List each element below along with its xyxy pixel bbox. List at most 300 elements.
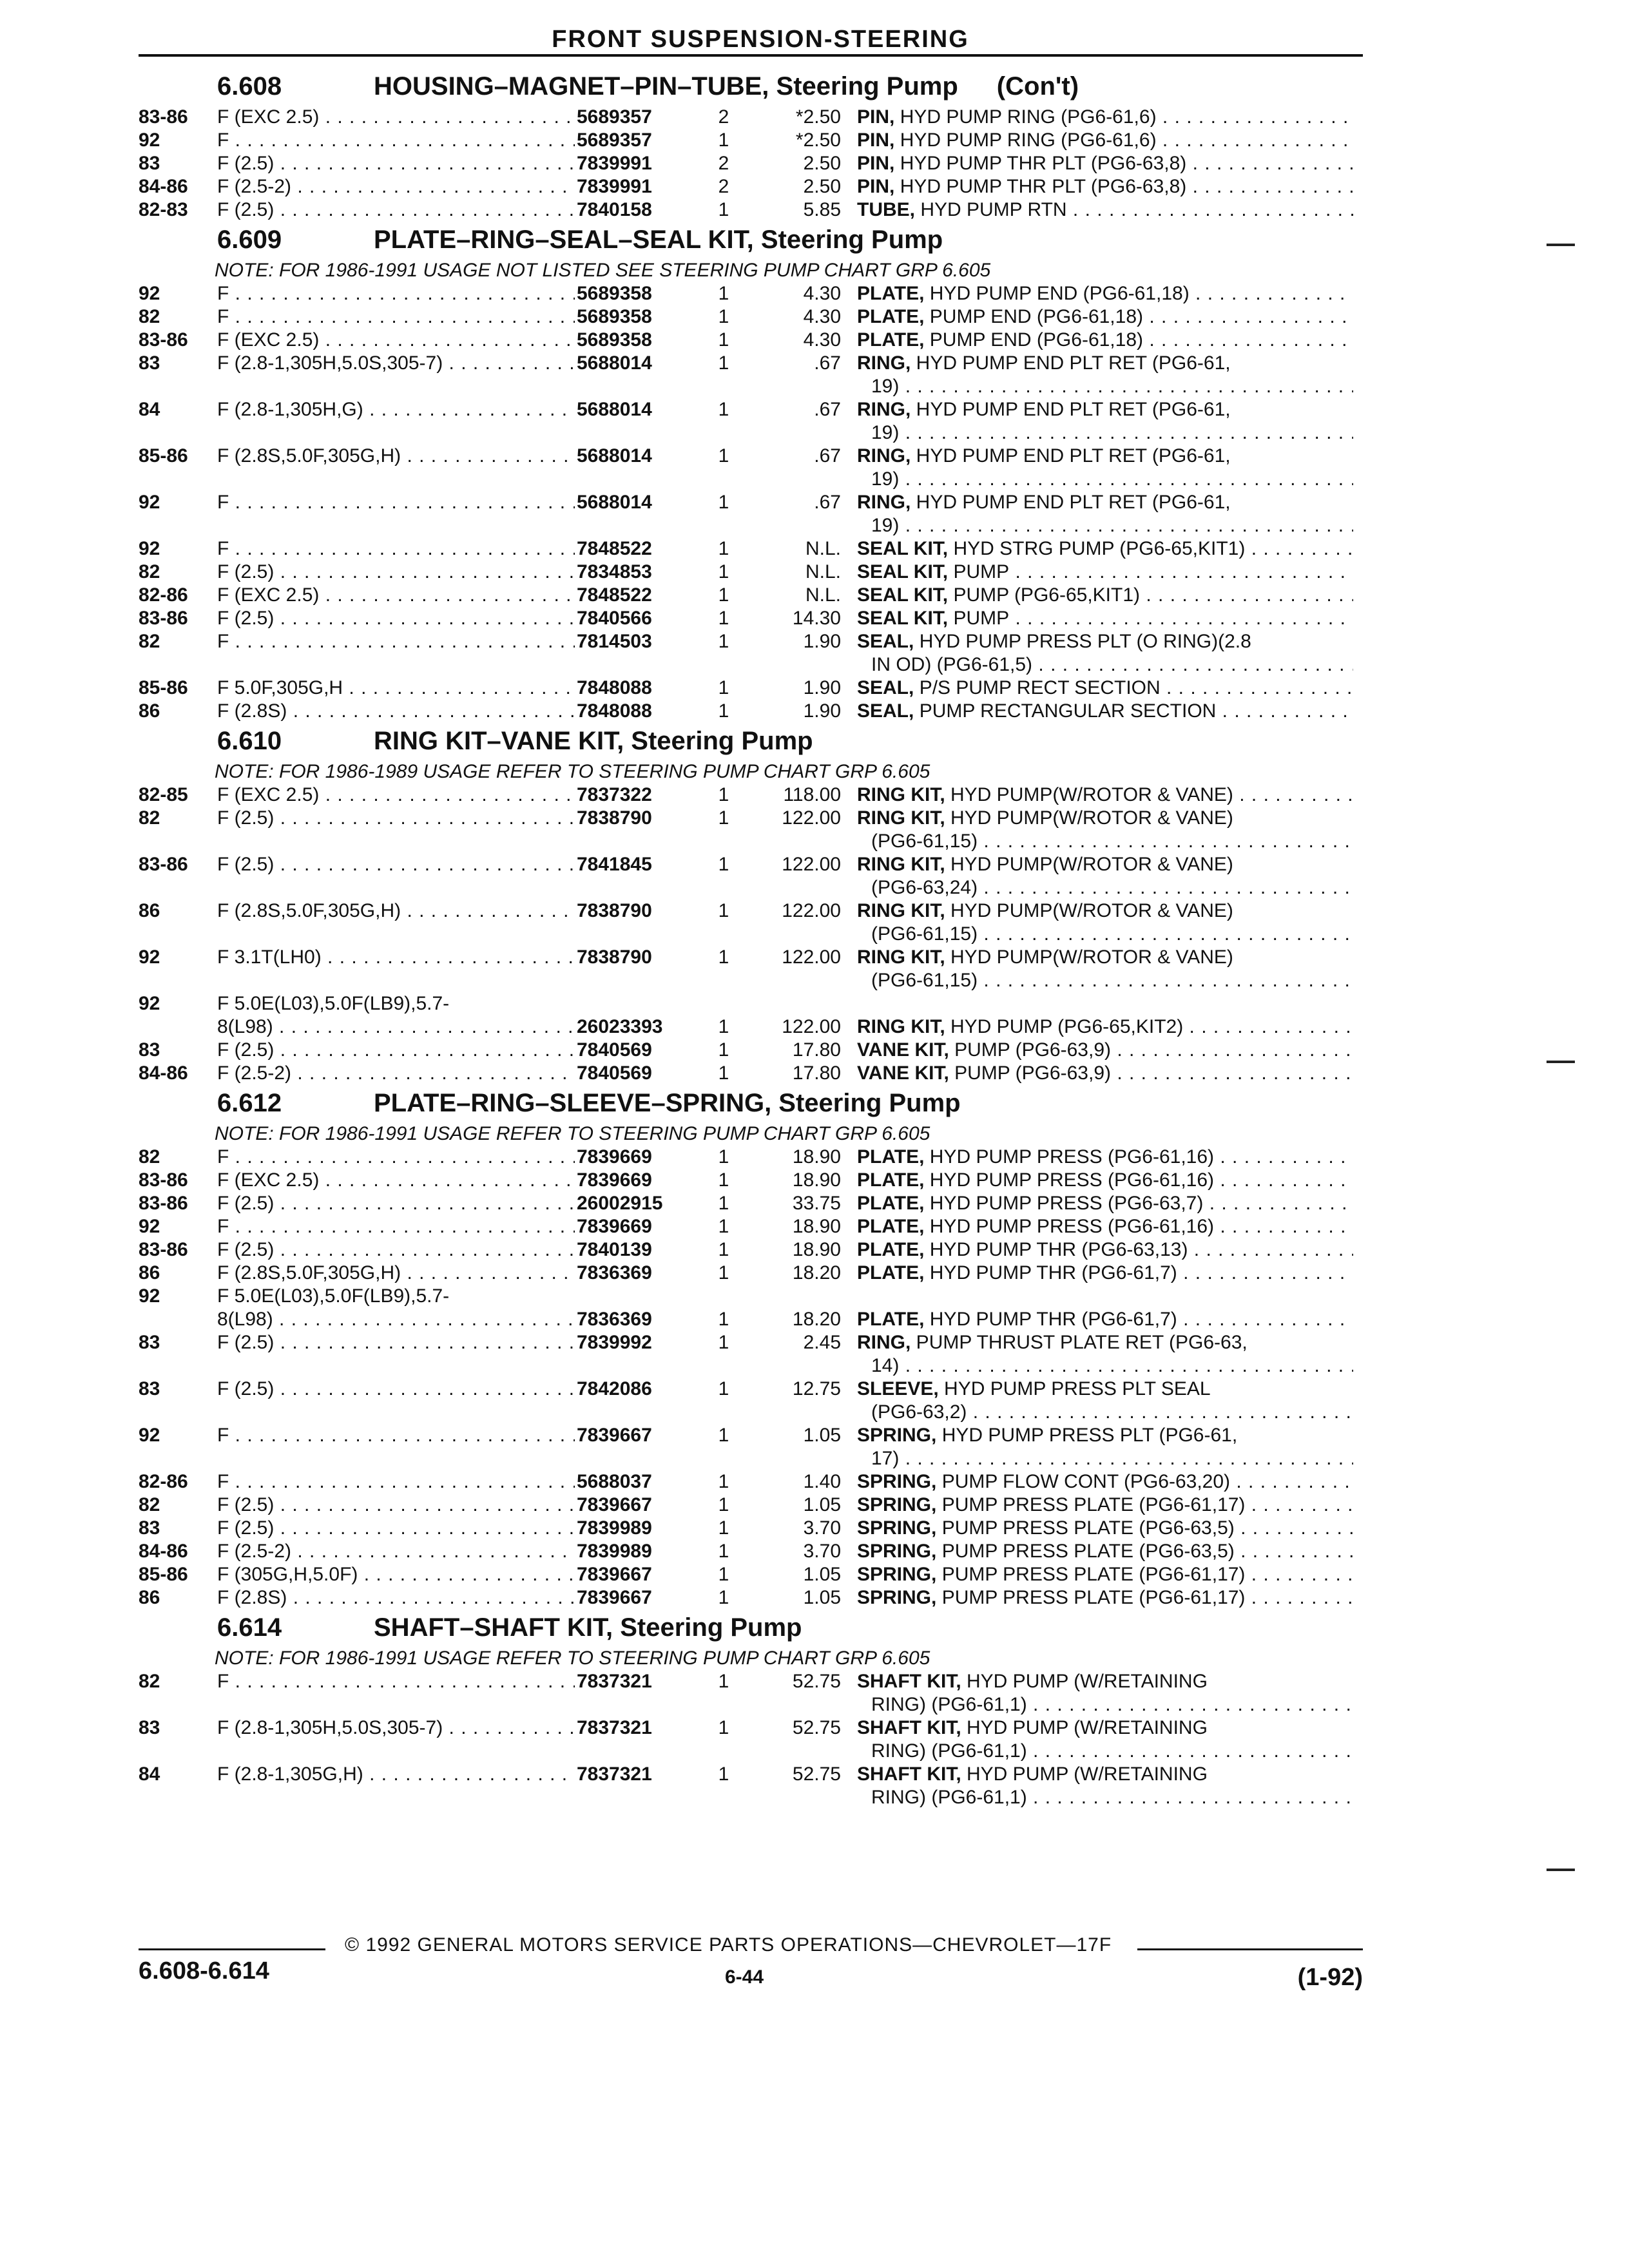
table-row <box>139 1015 1363 1039</box>
application-text: F (2.8S,5.0F,305G,H) <box>217 445 401 466</box>
description-line <box>857 561 1353 584</box>
table-row <box>139 491 1363 537</box>
description-keyword: PIN, <box>857 176 895 197</box>
price: 52.75 <box>792 1763 841 1785</box>
application-text: F (2.8-1,305H,5.0S,305-7) <box>217 352 443 374</box>
price: 122.00 <box>782 947 841 968</box>
description-keyword: SLEEVE, <box>857 1378 939 1399</box>
description-keyword: RING, <box>857 492 911 513</box>
description-continuation-text: (PG6-63,2) <box>871 1401 967 1423</box>
description-text: HYD PUMP (W/RETAINING <box>961 1717 1208 1738</box>
table-row <box>139 607 1363 630</box>
model-year: 82 <box>139 1671 160 1692</box>
model-year: 83 <box>139 1039 160 1061</box>
quantity: 1 <box>718 1309 729 1330</box>
description-continuation <box>857 1354 1353 1378</box>
description-keyword: SEAL KIT, <box>857 561 949 582</box>
table-row <box>139 175 1363 198</box>
section-heading-text: HOUSING–MAGNET–PIN–TUBE, Steering Pump <box>374 72 958 101</box>
application <box>217 1670 575 1693</box>
description <box>857 1586 1353 1610</box>
description-line <box>857 853 1353 876</box>
description <box>857 537 1353 561</box>
header-rule <box>139 54 1363 57</box>
description-text: HYD PUMP PRESS (PG6-63,7) <box>924 1193 1204 1214</box>
description-line <box>857 129 1353 152</box>
model-year: 86 <box>139 700 160 722</box>
price: 2.50 <box>803 176 841 197</box>
quantity: 1 <box>718 1378 729 1399</box>
application <box>217 282 575 305</box>
table-row <box>139 1146 1363 1169</box>
quantity: 1 <box>718 1039 729 1061</box>
part-number: 7848088 <box>577 677 652 698</box>
description-text: HYD PUMP(W/ROTOR & VANE) <box>945 807 1233 829</box>
part-number: 7839669 <box>577 1146 652 1168</box>
model-year: 92 <box>139 993 160 1014</box>
application-text: F (EXC 2.5) <box>217 1169 320 1191</box>
description-continuation <box>857 830 1353 853</box>
table-row <box>139 445 1363 491</box>
section-number: 6.612 <box>217 1089 282 1117</box>
price: 1.90 <box>803 677 841 698</box>
application-text: F (2.5) <box>217 1517 275 1539</box>
table-row <box>139 282 1363 305</box>
application-text: 8(L98) <box>217 1309 273 1330</box>
part-number: 7848522 <box>577 584 652 606</box>
part-number: 7839669 <box>577 1169 652 1191</box>
model-year: 82 <box>139 807 160 829</box>
part-number: 7840139 <box>577 1239 652 1260</box>
description-continuation-text: 14) <box>871 1355 900 1376</box>
quantity: 1 <box>718 1471 729 1492</box>
application <box>217 946 575 969</box>
application-text: F 5.0F,305G,H <box>217 677 343 698</box>
part-number: 7841845 <box>577 854 652 875</box>
part-number: 7840569 <box>577 1039 652 1061</box>
description-text: HYD PUMP THR (PG6-61,7) <box>924 1309 1177 1330</box>
description-text: HYD PUMP PRESS (PG6-61,16) <box>924 1146 1215 1168</box>
model-year: 82 <box>139 306 160 327</box>
quantity: 1 <box>718 677 729 698</box>
description-text: PUMP PRESS PLATE (PG6-61,17) <box>936 1494 1246 1515</box>
section-title <box>139 723 1363 760</box>
description-keyword: RING KIT, <box>857 784 945 805</box>
model-year: 83-86 <box>139 329 188 351</box>
price: 122.00 <box>782 807 841 829</box>
part-number: 26023393 <box>577 1016 663 1037</box>
description-keyword: SEAL KIT, <box>857 584 949 606</box>
description-text: PUMP RECTANGULAR SECTION <box>914 700 1217 722</box>
model-year: 84-86 <box>139 176 188 197</box>
part-number: 7839667 <box>577 1494 652 1515</box>
description-keyword: PLATE, <box>857 1146 925 1168</box>
quantity: 1 <box>718 584 729 606</box>
application <box>217 1192 575 1215</box>
description-text: HYD PUMP PRESS PLT (PG6-61, <box>936 1425 1238 1446</box>
description-keyword: SPRING, <box>857 1494 937 1515</box>
application-text: F (EXC 2.5) <box>217 584 320 606</box>
description-line <box>857 1015 1353 1039</box>
quantity: 1 <box>718 538 729 559</box>
description-line <box>857 677 1353 700</box>
description-line <box>857 1169 1353 1192</box>
quantity: 1 <box>718 1062 729 1084</box>
model-year: 82-86 <box>139 584 188 606</box>
model-year: 82-86 <box>139 1471 188 1492</box>
description-text: HYD PUMP(W/ROTOR & VANE) <box>945 947 1233 968</box>
part-number: 7839667 <box>577 1587 652 1608</box>
price: 1.90 <box>803 631 841 652</box>
quantity: 1 <box>718 1425 729 1446</box>
application <box>217 352 575 375</box>
footer-rule-left <box>139 1948 325 1950</box>
application <box>217 700 575 723</box>
price: 118.00 <box>783 784 841 805</box>
description-line <box>857 584 1353 607</box>
part-number: 26002915 <box>577 1193 663 1214</box>
description-text: HYD PUMP PRESS PLT SEAL <box>938 1378 1211 1399</box>
description-keyword: PIN, <box>857 153 895 174</box>
page-footer <box>139 1933 1363 2023</box>
description-continuation-text: RING) (PG6-61,1) <box>871 1787 1027 1808</box>
application <box>217 1238 575 1262</box>
section-heading <box>374 1089 999 1118</box>
description <box>857 1763 1353 1809</box>
model-year: 92 <box>139 283 160 304</box>
model-year: 86 <box>139 1587 160 1608</box>
application <box>217 584 575 607</box>
quantity: 1 <box>718 306 729 327</box>
model-year: 85-86 <box>139 677 188 698</box>
description-keyword: PLATE, <box>857 1262 925 1283</box>
table-row <box>139 1540 1363 1563</box>
table-row <box>139 1763 1363 1809</box>
description-continuation <box>857 468 1353 491</box>
quantity: 2 <box>718 153 729 174</box>
description-text: HYD PUMP THR (PG6-63,13) <box>924 1239 1188 1260</box>
application <box>217 445 575 468</box>
section-title <box>139 68 1363 106</box>
application-text: F (2.5-2) <box>217 1541 292 1562</box>
model-year: 83-86 <box>139 608 188 629</box>
price: .67 <box>814 399 841 420</box>
table-row <box>139 1308 1363 1331</box>
table-row <box>139 1470 1363 1494</box>
application-text: F <box>217 1425 229 1446</box>
model-year: 92 <box>139 538 160 559</box>
description-line <box>857 106 1353 129</box>
description-line <box>857 1563 1353 1586</box>
description-line <box>857 1192 1353 1215</box>
quantity: 1 <box>718 329 729 351</box>
description-line <box>857 175 1353 198</box>
application-text: F (2.5) <box>217 854 275 875</box>
description-text: HYD PUMP END PLT RET (PG6-61, <box>911 445 1231 466</box>
section-heading-text: SHAFT–SHAFT KIT, Steering Pump <box>374 1613 802 1642</box>
part-number: 7839989 <box>577 1517 652 1539</box>
description-line <box>857 398 1353 421</box>
application <box>217 129 575 152</box>
part-number: 7839667 <box>577 1425 652 1446</box>
quantity: 1 <box>718 352 729 374</box>
quantity: 1 <box>718 1517 729 1539</box>
application <box>217 1424 575 1447</box>
description-keyword: SEAL, <box>857 700 914 722</box>
table-row <box>139 700 1363 723</box>
footer-rule-right <box>1137 1948 1363 1950</box>
application <box>217 1586 575 1610</box>
description <box>857 305 1353 329</box>
description <box>857 561 1353 584</box>
description-line <box>857 1308 1353 1331</box>
part-number: 5688037 <box>577 1471 652 1492</box>
part-number: 7839991 <box>577 153 652 174</box>
description-line <box>857 607 1353 630</box>
application-text: F (2.8S) <box>217 700 287 722</box>
table-row <box>139 1494 1363 1517</box>
table-row <box>139 398 1363 445</box>
quantity: 1 <box>718 1717 729 1738</box>
table-row <box>139 853 1363 899</box>
description-line <box>857 1494 1353 1517</box>
quantity: 1 <box>718 283 729 304</box>
model-year: 86 <box>139 900 160 921</box>
table-row <box>139 305 1363 329</box>
description-line <box>857 352 1353 375</box>
description-keyword: SEAL KIT, <box>857 538 949 559</box>
description-keyword: SPRING, <box>857 1587 937 1608</box>
description-continuation <box>857 421 1353 445</box>
description-keyword: SEAL, <box>857 677 914 698</box>
description-text: HYD PUMP (PG6-65,KIT2) <box>945 1016 1184 1037</box>
part-number: 7836369 <box>577 1262 652 1283</box>
price: 3.70 <box>803 1517 841 1539</box>
model-year: 92 <box>139 1216 160 1237</box>
part-number: 7848522 <box>577 538 652 559</box>
description-text: HYD PUMP RING (PG6-61,6) <box>894 106 1157 128</box>
application-text: F <box>217 1146 229 1168</box>
description-line <box>857 1470 1353 1494</box>
description-line <box>857 1215 1353 1238</box>
model-year: 82-83 <box>139 199 188 220</box>
description-line <box>857 899 1353 923</box>
description-continuation-text: (PG6-61,15) <box>871 831 978 852</box>
application <box>217 1494 575 1517</box>
model-year: 86 <box>139 1262 160 1283</box>
description-text: PUMP (PG6-65,KIT1) <box>948 584 1141 606</box>
model-year: 83-86 <box>139 1169 188 1191</box>
description-keyword: PLATE, <box>857 1309 925 1330</box>
application <box>217 491 575 514</box>
margin-mark <box>1547 1061 1575 1063</box>
model-year: 82 <box>139 1494 160 1515</box>
model-year: 83 <box>139 1378 160 1399</box>
application <box>217 152 575 175</box>
application-text: F <box>217 1216 229 1237</box>
model-year: 85-86 <box>139 1564 188 1585</box>
part-number: 7837321 <box>577 1763 652 1785</box>
description-line <box>857 305 1353 329</box>
application <box>217 1285 575 1308</box>
description-continuation-text: (PG6-61,15) <box>871 970 978 991</box>
description-text: HYD PUMP (W/RETAINING <box>961 1671 1208 1692</box>
description-continuation <box>857 969 1353 992</box>
description-text: HYD PUMP RTN <box>915 199 1067 220</box>
part-number: 5688014 <box>577 492 652 513</box>
description-line <box>857 1586 1353 1610</box>
quantity: 1 <box>718 1587 729 1608</box>
description-keyword: RING KIT, <box>857 900 945 921</box>
application <box>217 1308 575 1331</box>
quantity: 1 <box>718 199 729 220</box>
description <box>857 1146 1353 1169</box>
description-keyword: VANE KIT, <box>857 1039 949 1061</box>
application <box>217 1262 575 1285</box>
application-text: F 5.0E(L03),5.0F(LB9),5.7- <box>217 993 450 1014</box>
margin-mark <box>1547 244 1575 246</box>
table-row <box>139 1039 1363 1062</box>
part-number: 5689358 <box>577 283 652 304</box>
price: 18.90 <box>792 1216 841 1237</box>
description-continuation-text: 19) <box>871 376 900 397</box>
application-text: F (2.5-2) <box>217 176 292 197</box>
section-heading-text: PLATE–RING–SEAL–SEAL KIT, Steering Pump <box>374 226 943 254</box>
description-continuation <box>857 375 1353 398</box>
quantity: 1 <box>718 1332 729 1353</box>
application-text: F (2.8S) <box>217 1587 287 1608</box>
description-line <box>857 1540 1353 1563</box>
description <box>857 1215 1353 1238</box>
description-text: HYD PUMP THR PLT (PG6-63,8) <box>894 153 1187 174</box>
table-row <box>139 1192 1363 1215</box>
description <box>857 1378 1353 1424</box>
description <box>857 445 1353 491</box>
description-continuation <box>857 653 1353 677</box>
price: .67 <box>814 352 841 374</box>
description-keyword: PLATE, <box>857 283 925 304</box>
section-number: 6.608 <box>217 72 282 101</box>
date-code: (1-92) <box>1297 1964 1363 1991</box>
application-text: F (EXC 2.5) <box>217 329 320 351</box>
price: 5.85 <box>803 199 841 220</box>
section-title <box>139 1085 1363 1122</box>
description-text: HYD PUMP RING (PG6-61,6) <box>894 130 1157 151</box>
description <box>857 329 1353 352</box>
application <box>217 899 575 923</box>
part-number: 7839992 <box>577 1332 652 1353</box>
application <box>217 1763 575 1786</box>
table-row <box>139 783 1363 807</box>
application-text: F (2.8-1,305H,5.0S,305-7) <box>217 1717 443 1738</box>
description-keyword: PIN, <box>857 106 895 128</box>
description <box>857 677 1353 700</box>
application-text: F (2.5) <box>217 807 275 829</box>
price: 17.80 <box>792 1039 841 1061</box>
part-number: 5688014 <box>577 445 652 466</box>
application <box>217 607 575 630</box>
description-continuation-text: RING) (PG6-61,1) <box>871 1740 1027 1762</box>
description <box>857 491 1353 537</box>
price: 2.45 <box>803 1332 841 1353</box>
description-line <box>857 1262 1353 1285</box>
description-line <box>857 537 1353 561</box>
description-keyword: RING, <box>857 1332 911 1353</box>
part-number: 7839667 <box>577 1564 652 1585</box>
part-number: 5689357 <box>577 106 652 128</box>
description-continuation <box>857 1447 1353 1470</box>
page-header: FRONT SUSPENSION-STEERING <box>552 26 969 53</box>
part-number: 7839989 <box>577 1541 652 1562</box>
application-text: F (EXC 2.5) <box>217 784 320 805</box>
part-number: 7814503 <box>577 631 652 652</box>
description-continuation-text: 19) <box>871 422 900 443</box>
table-row <box>139 1670 1363 1716</box>
description-keyword: PLATE, <box>857 1193 925 1214</box>
application <box>217 1716 575 1740</box>
application <box>217 853 575 876</box>
description-keyword: SPRING, <box>857 1517 937 1539</box>
part-number: 7836369 <box>577 1309 652 1330</box>
price: 1.05 <box>803 1587 841 1608</box>
copyright-text: © 1992 GENERAL MOTORS SERVICE PARTS OPERATIONS—CHEVROLET—17F <box>345 1934 1112 1956</box>
description-text: HYD PUMP (W/RETAINING <box>961 1763 1208 1785</box>
price: 4.30 <box>803 306 841 327</box>
description-continuation-text: 17) <box>871 1448 900 1469</box>
part-number: 5689358 <box>577 306 652 327</box>
description <box>857 1169 1353 1192</box>
description-line <box>857 329 1353 352</box>
table-row <box>139 329 1363 352</box>
application <box>217 677 575 700</box>
description-text: HYD PUMP(W/ROTOR & VANE) <box>945 900 1233 921</box>
sections-container <box>139 68 1363 1809</box>
application <box>217 1517 575 1540</box>
application <box>217 329 575 352</box>
quantity: 1 <box>718 1216 729 1237</box>
model-year: 92 <box>139 492 160 513</box>
description-text: PUMP PRESS PLATE (PG6-61,17) <box>936 1587 1246 1608</box>
application <box>217 783 575 807</box>
application-text: F (2.5-2) <box>217 1062 292 1084</box>
description-text: HYD PUMP(W/ROTOR & VANE) <box>945 784 1233 805</box>
price: 122.00 <box>782 854 841 875</box>
description-text: PUMP PRESS PLATE (PG6-63,5) <box>936 1541 1235 1562</box>
description-continuation-text: (PG6-61,15) <box>871 923 978 945</box>
description-text: PUMP PRESS PLATE (PG6-61,17) <box>936 1564 1246 1585</box>
application <box>217 1062 575 1085</box>
description-text: HYD STRG PUMP (PG6-65,KIT1) <box>948 538 1246 559</box>
description-line <box>857 152 1353 175</box>
section-number: 6.609 <box>217 226 282 254</box>
model-year: 83-86 <box>139 1193 188 1214</box>
description-continuation <box>857 1786 1353 1809</box>
application-text: 8(L98) <box>217 1016 273 1037</box>
description-continuation-text: IN OD) (PG6-61,5) <box>871 654 1033 675</box>
description-continuation <box>857 1740 1353 1763</box>
table-row <box>139 584 1363 607</box>
quantity: 1 <box>718 1541 729 1562</box>
application <box>217 1540 575 1563</box>
part-number: 7839991 <box>577 176 652 197</box>
description-line <box>857 1716 1353 1740</box>
table-row <box>139 1563 1363 1586</box>
section-note: NOTE: FOR 1986-1989 USAGE REFER TO STEERING PUMP CHART GRP 6.605 <box>215 761 930 782</box>
quantity: 1 <box>718 608 729 629</box>
table-row <box>139 1285 1363 1308</box>
description <box>857 175 1353 198</box>
description <box>857 630 1353 677</box>
